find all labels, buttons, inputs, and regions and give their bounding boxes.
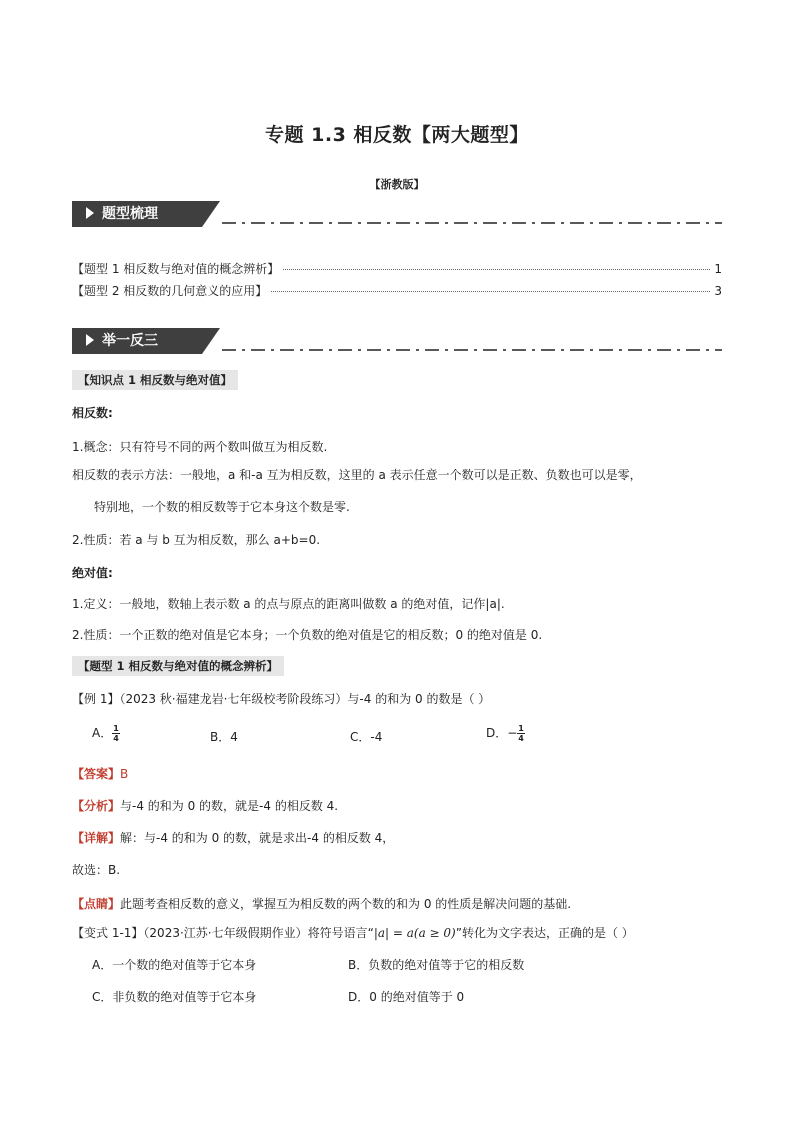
toc-page: 3: [714, 284, 722, 298]
fraction-denominator: 4: [113, 734, 119, 743]
comment-label: 【点睛】: [72, 897, 121, 911]
toc-item[interactable]: [72, 260, 722, 277]
detail-label: 【详解】: [72, 831, 121, 845]
opposite-notation: 相反数的表示方法：一般地，a 和-a 互为相反数，这里的 a 表示任意一个数可以是正数、负数也可以是零，: [72, 468, 642, 482]
fraction-denominator: 4: [518, 734, 524, 743]
example-label: 【例 1】: [72, 692, 120, 706]
toc-leader: [271, 291, 710, 292]
analysis-line: [72, 797, 338, 814]
opposite-property: 2.性质：若 a 与 b 互为相反数，那么 a+b=0.: [72, 533, 321, 547]
abs-property: 2.性质：一个正数的绝对值是它本身；一个负数的绝对值是它的相反数；0 的绝对值是 0.: [72, 628, 543, 642]
comment-line: [72, 895, 571, 912]
example-1-stem: [72, 690, 490, 707]
variant-option-c[interactable]: C．非负数的绝对值等于它本身: [92, 990, 257, 1004]
option-b[interactable]: B．4: [210, 730, 238, 744]
fraction: [517, 724, 525, 743]
opposite-concept: 1.概念：只有符号不同的两个数叫做互为相反数.: [72, 440, 328, 454]
toc-label: 【题型 1 相反数与绝对值的概念辨析】: [72, 262, 280, 276]
detail-text: 解：与-4 的和为 0 的数，就是求出-4 的相反数 4，: [120, 831, 395, 845]
opposite-special: 特别地，一个数的相反数等于它本身这个数是零.: [94, 500, 350, 514]
section-title: 题型梳理: [102, 206, 158, 222]
question-type-tag: 【题型 1 相反数与绝对值的概念辨析】: [72, 656, 284, 676]
page-title: 专题 1.3 相反数【两大题型】: [265, 124, 529, 146]
variant-option-b[interactable]: B．负数的绝对值等于它的相反数: [348, 958, 525, 972]
answer-line: [72, 765, 128, 782]
choice-line: 故选：B.: [72, 863, 121, 877]
variant-option-a[interactable]: A．一个数的绝对值等于它本身: [92, 958, 257, 972]
variant-1-1-stem: [72, 924, 634, 941]
option-c[interactable]: C．-4: [350, 730, 383, 744]
variant-option-d[interactable]: D．0 的绝对值等于 0: [348, 990, 465, 1004]
dash-dot-divider: [222, 219, 722, 227]
option-a[interactable]: [92, 724, 120, 743]
play-triangle-icon: [86, 207, 94, 219]
section-header-overview: [72, 201, 722, 231]
knowledge-point-tag: 【知识点 1 相反数与绝对值】: [72, 370, 238, 390]
answer-label: 【答案】: [72, 767, 121, 781]
section-title: 举一反三: [102, 333, 158, 349]
abs-definition: 1.定义：一般地，数轴上表示数 a 的点与原点的距离叫做数 a 的绝对值，记作|a|.: [72, 597, 505, 611]
detail-line: [72, 829, 394, 846]
abs-heading: 绝对值:: [72, 566, 113, 580]
toc-item[interactable]: [72, 282, 722, 299]
option-letter: A．: [92, 726, 113, 740]
play-triangle-icon: [86, 334, 94, 346]
edition-label: 【浙教版】: [369, 178, 425, 191]
variant-text: ”转化为文字表达，正确的是（ ）: [455, 926, 634, 940]
opposite-heading: 相反数:: [72, 406, 113, 420]
dash-dot-divider: [222, 346, 722, 354]
toc-page: 1: [714, 262, 722, 276]
toc-leader: [283, 269, 710, 270]
toc-label: 【题型 2 相反数的几何意义的应用】: [72, 284, 268, 298]
option-d[interactable]: [486, 724, 525, 743]
example-text: （2023 秋·福建龙岩·七年级校考阶段练习）与-4 的和为 0 的数是（ ）: [119, 692, 491, 706]
analysis-label: 【分析】: [72, 799, 121, 813]
section-tab: [72, 328, 202, 354]
fraction-numerator: 1: [113, 724, 119, 733]
comment-text: 此题考查相反数的意义，掌握互为相反数的两个数的和为 0 的性质是解决问题的基础.: [120, 897, 572, 911]
variant-text: （2023·江苏·七年级假期作业）将符号语言“: [143, 926, 374, 940]
fraction: [112, 724, 120, 743]
analysis-text: 与-4 的和为 0 的数，就是-4 的相反数 4.: [120, 799, 339, 813]
fraction-numerator: 1: [518, 724, 524, 733]
section-tab: [72, 201, 202, 227]
option-letter: D．−: [486, 726, 518, 740]
answer-value: B: [120, 767, 129, 781]
variant-label: 【变式 1-1】: [72, 926, 144, 940]
section-header-practice: [72, 328, 722, 358]
math-formula: |a| = a(a ≥ 0): [373, 926, 456, 940]
